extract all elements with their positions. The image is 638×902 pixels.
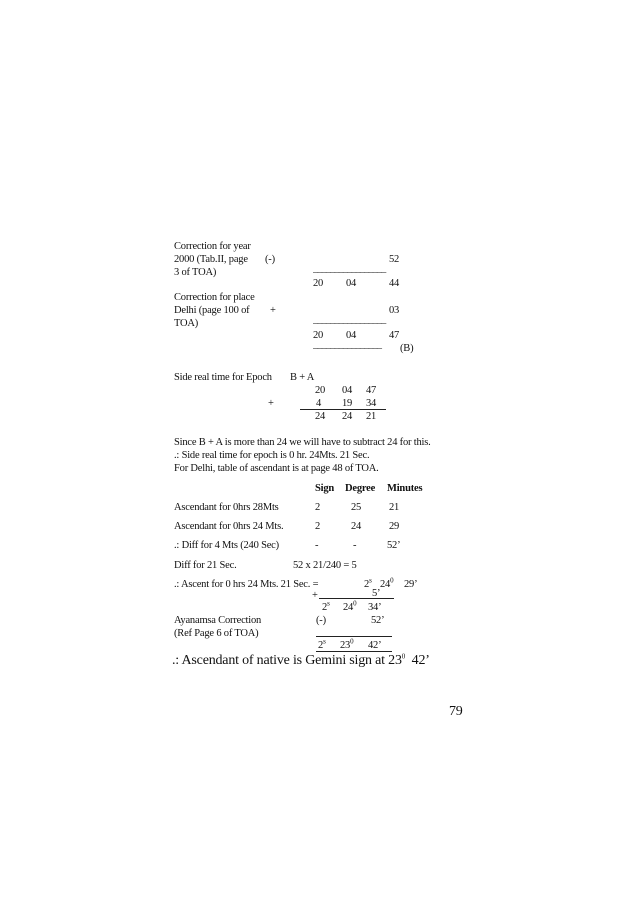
ayanamsa-sign: (-) — [316, 615, 326, 626]
corr-place-value: 03 — [389, 305, 400, 316]
sidereal-row1-s: 47 — [366, 385, 377, 396]
asc-calc-res-degree: $24^0$ — [343, 599, 357, 613]
asc-row3-minutes: 52’ — [387, 540, 401, 551]
asc-header-minutes: Minutes — [387, 483, 423, 494]
corr-place-sum-1: 20 — [313, 330, 324, 341]
asc-row2-degree: 24 — [351, 521, 362, 532]
ayanamsa-value: 52’ — [371, 615, 385, 626]
sidereal-label: Side real time for Epoch — [174, 372, 272, 383]
corr-place-sum-3: 47 — [389, 330, 400, 341]
asc-row1-degree: 25 — [351, 502, 362, 513]
corr-place-label-2: Delhi (page 100 of — [174, 305, 250, 316]
asc-header-sign: Sign — [315, 483, 335, 494]
ayanamsa-label-2: (Ref Page 6 of TOA) — [174, 628, 259, 639]
sidereal-total-s: 21 — [366, 411, 377, 422]
ayanamsa-label-1: Ayanamsa Correction — [174, 615, 262, 626]
corr-place-tag: (B) — [400, 343, 414, 354]
asc-row1-label: Ascendant for 0hrs 28Mts — [174, 502, 279, 513]
ayanamsa-res-sign: 2$^s$ — [318, 637, 326, 651]
corr-year-sum-3: 44 — [389, 278, 400, 289]
note-line-1: Since B + A is more than 24 we will have to subtract 24 for this. — [174, 437, 431, 448]
asc-calc-degree: $24^0$ — [380, 576, 394, 590]
corr-year-sum-1: 20 — [313, 278, 324, 289]
page-number: 79 — [449, 704, 463, 719]
asc-header-degree: Degree — [345, 483, 376, 494]
corr-year-label-2: 2000 (Tab.II, page — [174, 254, 248, 265]
sidereal-row2-s: 34 — [366, 398, 377, 409]
asc-calc-sign: 2$^s$ — [364, 576, 372, 590]
asc-calc-add-min: 5’ — [372, 588, 381, 599]
sidereal-total-m: 24 — [342, 411, 353, 422]
sidereal-formula: B + A — [290, 372, 315, 383]
corr-year-label-3: 3 of TOA) — [174, 267, 217, 278]
sidereal-row2-m: 19 — [342, 398, 353, 409]
asc-calc-res-minutes: 34’ — [368, 602, 382, 613]
corr-year-label-1: Correction for year — [174, 241, 251, 252]
corr-year-sign: (-) — [265, 254, 275, 265]
ayanamsa-rule-top — [316, 636, 392, 637]
asc-calc-rule-1 — [319, 598, 394, 599]
asc-calc-res-sign: 2$^s$ — [322, 599, 330, 613]
sidereal-row1-h: 20 — [315, 385, 326, 396]
asc-row2-sign: 2 — [315, 521, 321, 532]
ayanamsa-res-degree: $23^0$ — [340, 637, 354, 651]
corr-year-value: 52 — [389, 254, 400, 265]
asc-row3-degree: - — [353, 540, 357, 551]
corr-year-sum-2: 04 — [346, 278, 357, 289]
asc-row3-label: .: Diff for 4 Mts (240 Sec) — [174, 540, 279, 551]
asc-calc-minutes: 29’ — [404, 579, 418, 590]
asc-calc-label: .: Ascent for 0 hrs 24 Mts. 21 Sec. = — [174, 579, 319, 590]
sidereal-plus: + — [268, 398, 274, 409]
corr-year-dashes: _________________ — [313, 263, 386, 274]
corr-place-dashes-b: ________________ — [313, 339, 381, 350]
sidereal-total-h: 24 — [315, 411, 326, 422]
ayanamsa-res-minutes: 42’ — [368, 640, 382, 651]
corr-place-sign: + — [270, 305, 276, 316]
note-line-3: For Delhi, table of ascendant is at page 48 of TOA. — [174, 463, 379, 474]
corr-place-dashes: _________________ — [313, 314, 386, 325]
asc-row3-sign: - — [315, 540, 319, 551]
diff21-calc: 52 x 21/240 = 5 — [293, 560, 357, 571]
asc-row1-minutes: 21 — [389, 502, 400, 513]
asc-calc-plus: + — [312, 590, 318, 601]
asc-row2-minutes: 29 — [389, 521, 400, 532]
corr-place-label-1: Correction for place — [174, 292, 255, 303]
corr-place-label-3: TOA) — [174, 318, 199, 329]
note-line-2: .: Side real time for epoch is 0 hr. 24Mts. 21 Sec. — [174, 450, 370, 461]
conclusion-text: .: Ascendant of native is Gemini sign at $23^0$ 42’ — [172, 652, 430, 668]
corr-place-sum-2: 04 — [346, 330, 357, 341]
asc-row2-label: Ascendant for 0hrs 24 Mts. — [174, 521, 284, 532]
sidereal-row2-h: 4 — [316, 398, 322, 409]
diff21-label: Diff for 21 Sec. — [174, 560, 237, 571]
sidereal-row1-m: 04 — [342, 385, 353, 396]
asc-row1-sign: 2 — [315, 502, 321, 513]
